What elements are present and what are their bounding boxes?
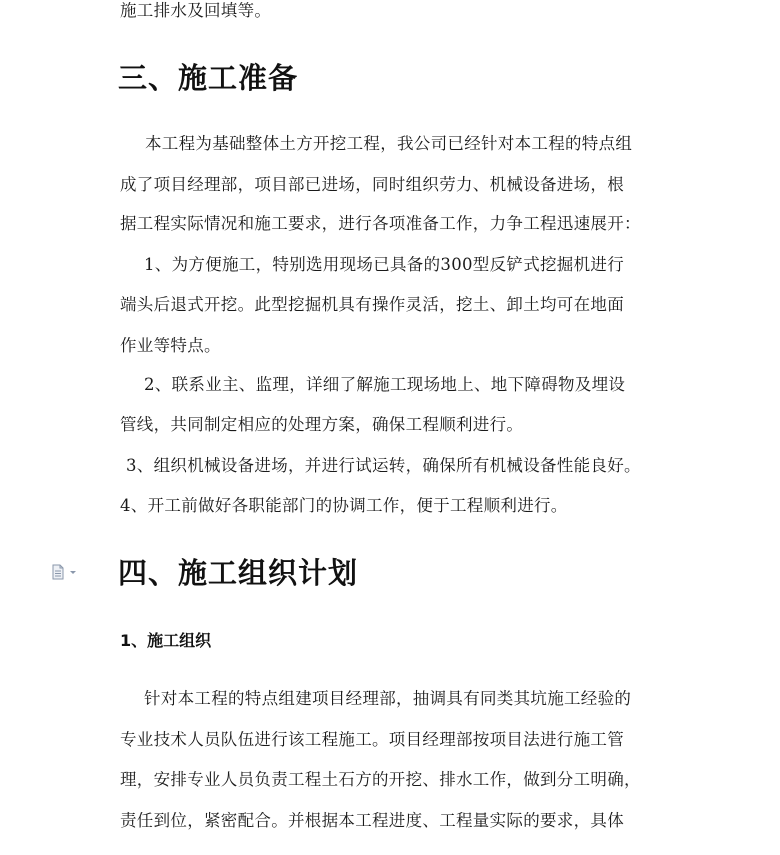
section3-intro-line-1: 本工程为基础整体土方开挖工程，我公司已经针对本工程的特点组: [145, 134, 633, 153]
section4-para-line-4: 责任到位，紧密配合。并根据本工程进度、工程量实际的要求，具体: [120, 811, 624, 830]
section3-item2-line-2: 管线，共同制定相应的处理方案，确保工程顺利进行。: [120, 415, 524, 434]
section4-para-line-2: 专业技术人员队伍进行该工程施工。项目经理部按项目法进行施工管: [120, 730, 624, 749]
section3-item2-line-1: 2、联系业主、监理，详细了解施工现场地上、地下障碍物及埋设: [144, 375, 626, 394]
section4-heading: 四、施工组织计划: [118, 556, 359, 590]
section3-heading: 三、施工准备: [118, 61, 299, 95]
section3-item1-line-2: 端头后退式开挖。此型挖掘机具有操作灵活，挖土、卸土均可在地面: [120, 295, 624, 314]
section3-item3: 3、组织机械设备进场，并进行试运转，确保所有机械设备性能良好。: [126, 456, 641, 475]
document-icon: [52, 564, 78, 580]
section3-intro-line-3: 据工程实际情况和施工要求，进行各项准备工作，力争工程迅速展开：: [120, 214, 641, 233]
section3-intro-line-2: 成了项目经理部，项目部已进场，同时组织劳力、机械设备进场，根: [120, 175, 624, 194]
dropdown-arrow-icon: [70, 571, 76, 574]
section3-item1-line-3: 作业等特点。: [120, 336, 221, 355]
paragraph-marker[interactable]: [52, 564, 78, 580]
section4-subheading: 1、施工组织: [120, 631, 212, 650]
section4-para-line-1: 针对本工程的特点组建项目经理部，抽调具有同类其坑施工经验的: [144, 689, 632, 708]
section3-item4: 4、开工前做好各职能部门的协调工作，便于工程顺利进行。: [120, 496, 568, 515]
top-fragment: 施工排水及回填等。: [120, 1, 272, 20]
section4-para-line-3: 理，安排专业人员负责工程土石方的开挖、排水工作，做到分工明确，: [120, 770, 641, 789]
section3-item1-line-1: 1、为方便施工，特别选用现场已具备的300型反铲式挖掘机进行: [144, 255, 624, 274]
